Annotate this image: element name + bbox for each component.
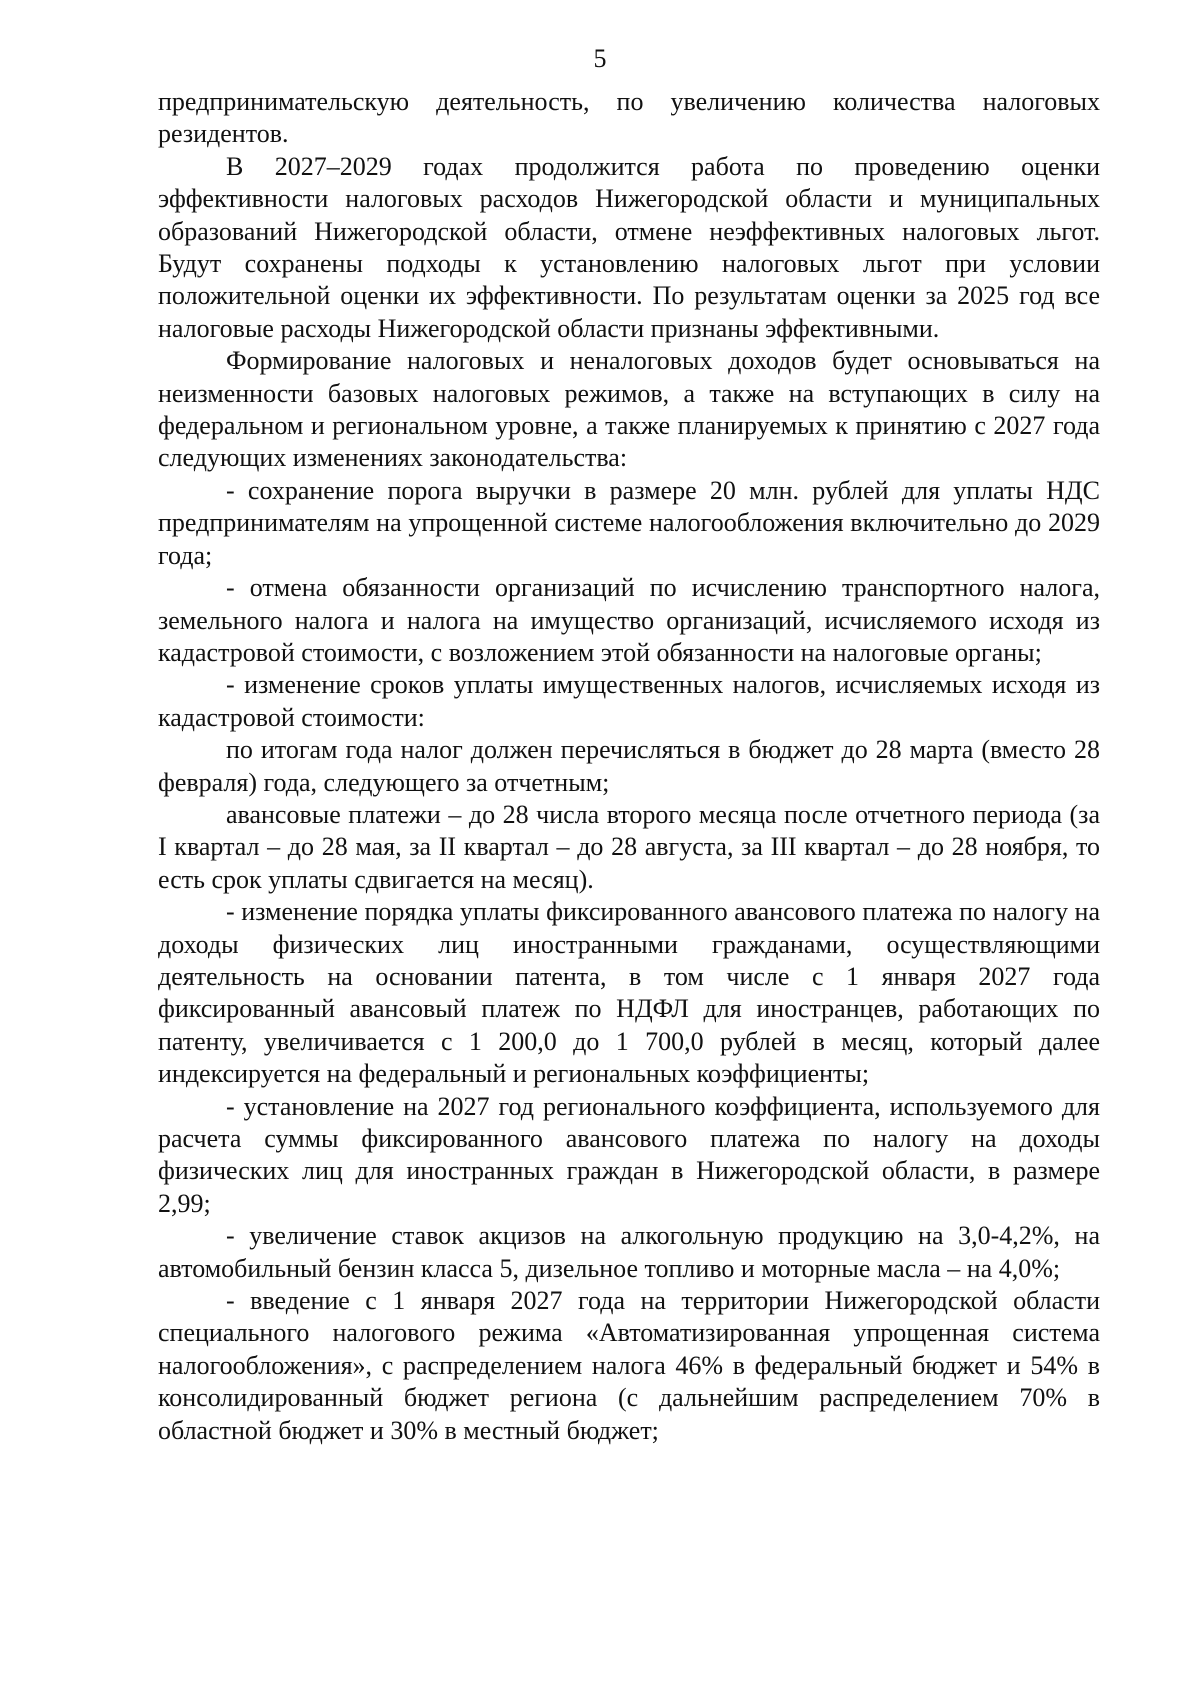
page-number: 5 xyxy=(593,44,607,73)
list-item: - отмена обязанности организаций по исчислению транспортного налога, земельного налога и налога на имущество организаций, исчисляемого исходя из кадастровой стоимости, с возложением этой обязанности на налоговые органы; xyxy=(158,573,1100,667)
paragraph: по итогам года налог должен перечисляться в бюджет до 28 марта (вместо 28 февраля) года, следующего за отчетным; xyxy=(158,735,1100,797)
list-item: - сохранение порога выручки в размере 20 млн. рублей для уплаты НДС предпринимателям на упрощенной системе налогообложения включительно до 2029 года; xyxy=(158,475,1100,570)
list-item: - установление на 2027 год регионального коэффициента, используемого для расчета суммы фиксированного авансового платежа по налогу на доходы физических лиц для иностранных граждан в Нижегородской области, в размере 2,99; xyxy=(158,1091,1100,1218)
list-item: - изменение порядка уплаты фиксированного авансового платежа по налогу на доходы физических лиц иностранными гражданами, осуществляющими деятельность на основании патента, в том числе с 1 января 2027 года фиксированный авансовый платеж по НДФЛ для иностранцев, работающих по патенту, увеличивается с 1 200,0 до 1 700,0 рублей в месяц, который далее индексируется на федеральный и региональных коэффициенты; xyxy=(158,897,1100,1089)
paragraph: Формирование налоговых и неналоговых доходов будет основываться на неизменности базовых налоговых режимов, а также на вступающих в силу на федеральном и региональном уровне, а также планируемых к принятию с 2027 года следующих изменениях законодательства: xyxy=(158,346,1100,473)
paragraph: В 2027–2029 годах продолжится работа по проведению оценки эффективности налоговых расходов Нижегородской области и муниципальных образований Нижегородской области, отмене неэффективных налоговых льгот. Будут сохранены подходы к установлению налоговых льгот при условии положительной оценки их эффективности. По результатам оценки за 2025 год все налоговые расходы Нижегородской области признаны эффективными. xyxy=(158,151,1100,343)
body-text xyxy=(158,86,1100,1447)
list-item: - изменение сроков уплаты имущественных налогов, исчисляемых исходя из кадастровой стоимости: xyxy=(158,670,1100,732)
paragraph: авансовые платежи – до 28 числа второго месяца после отчетного периода (за I квартал – до 28 мая, за II квартал – до 28 августа, за III квартал – до 28 ноября, то есть срок уплаты сдвигается на месяц). xyxy=(158,799,1100,894)
list-item: - введение с 1 января 2027 года на территории Нижегородской области специального налогового режима «Автоматизированная упрощенная система налогообложения», с распределением налога 46% в федеральный бюджет и 54% в консолидированный бюджет региона (с дальнейшим распределением 70% в областной бюджет и 30% в местный бюджет; xyxy=(158,1286,1100,1445)
paragraph: предпринимательскую деятельность, по увеличению количества налоговых резидентов. xyxy=(158,87,1100,149)
list-item: - увеличение ставок акцизов на алкогольную продукцию на 3,0-4,2%, на автомобильный бензин класса 5, дизельное топливо и моторные масла – на 4,0%; xyxy=(158,1221,1100,1283)
